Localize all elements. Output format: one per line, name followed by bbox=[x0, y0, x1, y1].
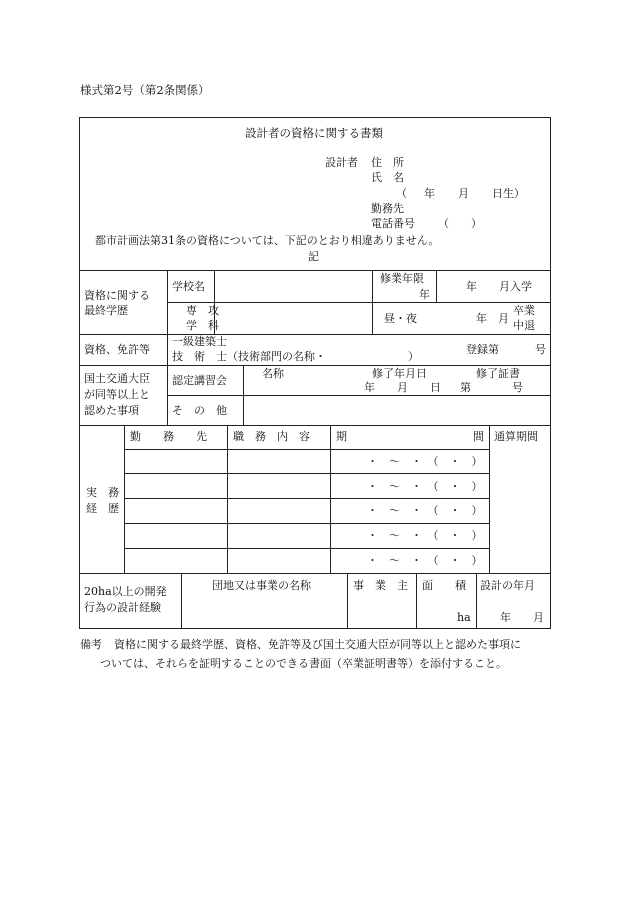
col-period-start: 期 bbox=[336, 430, 347, 443]
experience-label-1: 実 務 bbox=[86, 486, 119, 499]
study-period-label: 修業年限 bbox=[380, 272, 424, 285]
note-label: 備考 bbox=[80, 638, 102, 651]
certificate-label: 修了証書 bbox=[476, 367, 520, 380]
day-night-label: 昼・夜 bbox=[384, 312, 417, 325]
education-label-1: 資格に関する bbox=[84, 289, 150, 302]
col-design-date: 設計の年月 bbox=[480, 579, 535, 592]
completion-date-label: 修了年月日 bbox=[372, 367, 427, 380]
declaration: 都市計画法第31条の資格については、下記のとおり相違ありません。 bbox=[95, 234, 440, 247]
birth-year: 年 bbox=[424, 187, 435, 200]
major-label-2: 学 科 bbox=[186, 319, 219, 332]
withdraw-option: 中退 bbox=[513, 319, 535, 332]
certificate-go: 号 bbox=[512, 381, 523, 394]
note-line-1: 資格に関する最終学歴、資格、免許等及び国土交通大臣が同等以上と認めた事項に bbox=[114, 638, 521, 651]
designer-label: 設計者 bbox=[325, 156, 358, 169]
development-label-2: 行為の設計経験 bbox=[84, 601, 161, 614]
name-label: 氏 名 bbox=[371, 171, 404, 184]
enrollment-date: 年 月入学 bbox=[466, 280, 532, 293]
form-number: 様式第2号（第2条関係） bbox=[80, 83, 210, 97]
study-period-unit: 年 bbox=[419, 288, 430, 301]
course-name-label: 名称 bbox=[262, 367, 284, 380]
license-line-2: 技 術 士（技術部門の名称・ bbox=[172, 350, 326, 363]
phone-label: 電話番号 bbox=[371, 217, 415, 230]
birth-day: 日生） bbox=[492, 187, 525, 200]
period-cell: ・ 〜 ・ （ ・ ） bbox=[367, 504, 483, 517]
period-cell: ・ 〜 ・ （ ・ ） bbox=[367, 529, 483, 542]
birth-paren-open: （ bbox=[396, 187, 407, 200]
education-label-2: 最終学歴 bbox=[84, 304, 128, 317]
design-date-units: 年 月 bbox=[500, 611, 544, 624]
minister-label-3: 認めた事項 bbox=[84, 404, 139, 417]
period-cell: ・ 〜 ・ （ ・ ） bbox=[367, 455, 483, 468]
col-total-period: 通算期間 bbox=[494, 430, 538, 443]
license-label: 資格、免許等 bbox=[84, 343, 150, 356]
completion-date-units: 年 月 日 bbox=[364, 381, 441, 394]
col-project-name: 団地又は事業の名称 bbox=[212, 579, 311, 592]
graduate-option: 卒業 bbox=[513, 304, 535, 317]
col-duties: 職 務 内 容 bbox=[233, 430, 310, 443]
school-name-label: 学校名 bbox=[172, 280, 205, 293]
address-label: 住 所 bbox=[371, 156, 404, 169]
workplace-label: 勤務先 bbox=[371, 202, 404, 215]
col-period-end: 間 bbox=[473, 430, 484, 443]
major-label-1: 専 攻 bbox=[186, 304, 219, 317]
col-owner: 事 業 主 bbox=[353, 579, 408, 592]
phone-paren: （ ） bbox=[438, 217, 482, 230]
course-label: 認定講習会 bbox=[172, 374, 227, 387]
registration-suffix: 号 bbox=[535, 343, 546, 356]
birth-month: 月 bbox=[458, 187, 469, 200]
ki-mark: 記 bbox=[308, 250, 319, 263]
col-workplace: 勤 務 先 bbox=[130, 430, 207, 443]
area-unit: ha bbox=[457, 611, 471, 624]
col-area: 面 積 bbox=[422, 579, 466, 592]
period-cell: ・ 〜 ・ （ ・ ） bbox=[367, 554, 483, 567]
registration-label: 登録第 bbox=[466, 343, 499, 356]
experience-label-2: 経 歴 bbox=[86, 502, 119, 515]
period-cell: ・ 〜 ・ （ ・ ） bbox=[367, 480, 483, 493]
development-label-1: 20ha以上の開発 bbox=[84, 585, 167, 598]
note-line-2: ついては、それらを証明することのできる書面（卒業証明書等）を添付すること。 bbox=[100, 657, 507, 670]
license-line-2-close: ） bbox=[408, 350, 419, 363]
license-line-1: 一級建築士 bbox=[172, 335, 227, 348]
other-label: そ の 他 bbox=[172, 404, 227, 417]
minister-label-1: 国土交通大臣 bbox=[84, 372, 150, 385]
graduation-date: 年 月 bbox=[476, 312, 509, 325]
form-title: 設計者の資格に関する書類 bbox=[245, 126, 383, 140]
certificate-dai: 第 bbox=[460, 381, 471, 394]
minister-label-2: が同等以上と bbox=[84, 388, 150, 401]
